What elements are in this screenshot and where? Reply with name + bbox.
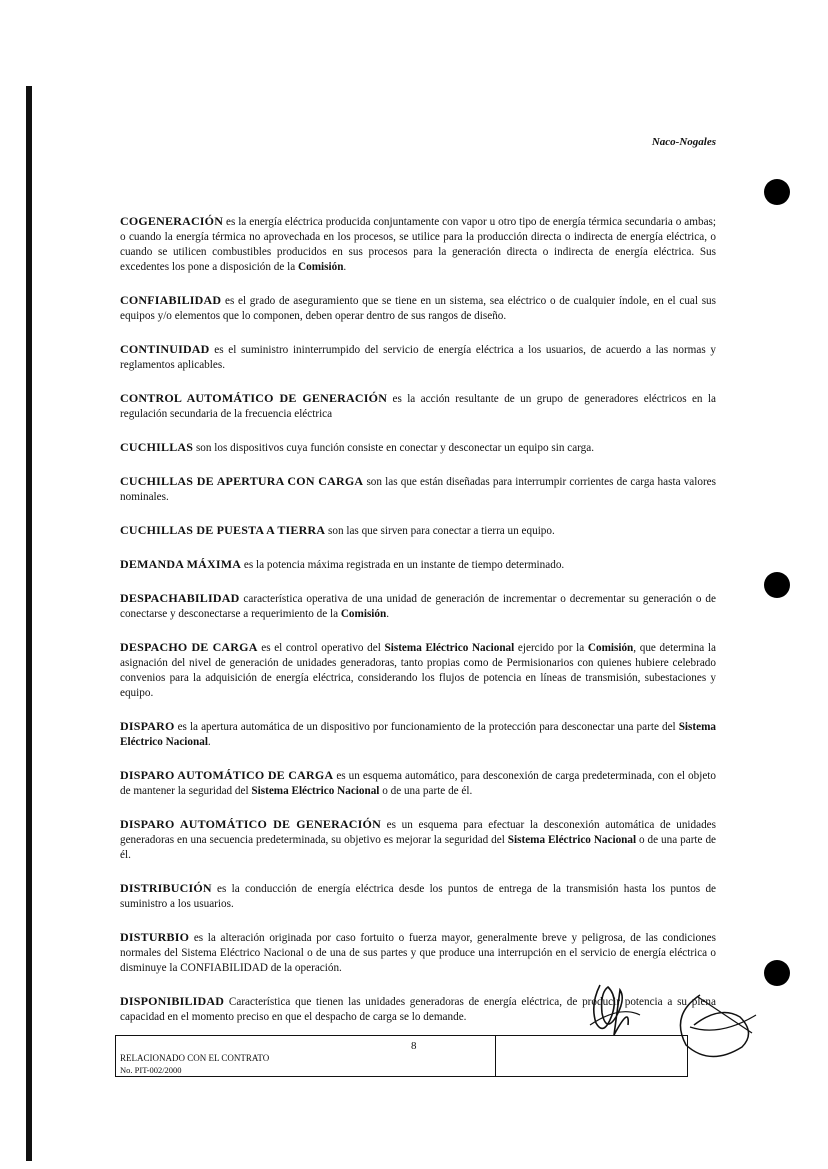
definition-term: CUCHILLAS DE PUESTA A TIERRA [120, 523, 326, 537]
definition-entry [120, 342, 716, 373]
definition-text-segment: Característica que tienen las unidades generadoras de energía eléctrica, de producir potencia a su plena capacidad en el momento preciso en que el despacho de carga se lo demande. [120, 996, 716, 1023]
bold-reference: Sistema Eléctrico Nacional [251, 785, 380, 797]
definition-entry [120, 591, 716, 622]
definition-text-segment: o de una parte de él. [120, 834, 716, 861]
definition-entry [120, 391, 716, 422]
definition-entry [120, 640, 716, 701]
definition-text-segment: característica operativa de una unidad de generación de incrementar o decrementar su generación o de conectarse y desconectarse a requerimiento de la [120, 593, 716, 620]
definition-text-segment: . [207, 736, 211, 748]
definition-term: DISPARO AUTOMÁTICO DE CARGA [120, 768, 334, 782]
definition-text [193, 442, 594, 454]
definition-text-segment: es un esquema automático, para desconexión de carga predeterminada, con el objeto de mantener la seguridad del [120, 770, 717, 797]
definition-entry [120, 719, 716, 750]
definition-text-segment: es la acción resultante de un grupo de generadores eléctricos en la regulación secundaria de la frecuencia eléctrica [120, 393, 717, 420]
definition-entry [120, 817, 716, 863]
definition-text-segment: o de una parte de él. [379, 785, 473, 797]
definition-text-segment: es la alteración originada por caso fortuito o fuerza mayor, generalmente breve y peligrosa, de las condiciones normales del Sistema Eléctrico Nacional o de una de sus partes y que produce una interrupción en el servicio de energía eléctrica o disminuye la CONFIABILIDAD de la operación. [120, 932, 716, 974]
bold-reference: Comisión [298, 261, 344, 273]
bold-reference: Sistema Eléctrico Nacional [384, 642, 515, 654]
definition-entry [120, 474, 716, 505]
definition-text [120, 344, 716, 371]
definition-text-segment: es la energía eléctrica producida conjuntamente con vapor u otro tipo de energía térmica secundaria o ambas; o cuando la energía térmica no aprovechada en los procesos, se utilice para la producción directa o indirecta de energía eléctrica, o cuando se utilicen combustibles producidos en sus procesos para la generación directa o indirecta de energía eléctrica. Sus excedentes los pone a disposición de la [120, 216, 716, 273]
page-number: 8 [411, 1040, 417, 1052]
definition-entry [120, 881, 716, 912]
definition-text [120, 721, 716, 748]
definition-text-segment: es el control operativo del [257, 642, 385, 654]
bold-reference: Comisión [340, 608, 387, 620]
definition-term: DEMANDA MÁXIMA [120, 557, 242, 571]
definition-entry [120, 768, 716, 799]
definition-term: DESPACHO DE CARGA [120, 640, 258, 654]
definition-term: DESPACHABILIDAD [120, 591, 240, 605]
punch-hole-icon [764, 960, 790, 986]
contract-number: No. PIT-002/2000 [120, 1065, 182, 1075]
definition-text-segment: son las que están diseñadas para interrumpir corrientes de carga hasta valores nominales. [120, 476, 717, 503]
definition-text [325, 525, 555, 537]
scan-margin-bar [26, 86, 32, 1161]
definition-term: CONTINUIDAD [120, 342, 210, 356]
definition-text [241, 559, 564, 571]
definition-entry [120, 523, 716, 539]
bold-reference: Sistema Eléctrico Nacional [507, 834, 637, 846]
punch-hole-icon [764, 179, 790, 205]
definition-term: DISPONIBILIDAD [120, 994, 225, 1008]
definition-text-segment: es la conducción de energía eléctrica desde los puntos de entrega de la transmisión hasta los puntos de suministro a los usuarios. [120, 883, 716, 910]
definition-text-segment: son las que sirven para conectar a tierra un equipo. [325, 525, 555, 537]
definition-term: DISPARO AUTOMÁTICO DE GENERACIÓN [120, 817, 381, 831]
definition-text-segment: es la apertura automática de un dispositivo por funcionamiento de la protección para desconectar una parte del [174, 721, 679, 733]
definition-term: CONFIABILIDAD [120, 293, 222, 307]
definition-text [120, 932, 716, 974]
contract-label: RELACIONADO CON EL CONTRATO [120, 1053, 270, 1063]
definition-entry [120, 214, 716, 275]
definition-entry [120, 440, 716, 456]
definition-entry [120, 293, 716, 324]
definitions-list [120, 214, 716, 1043]
definition-entry [120, 557, 716, 573]
bold-reference: Sistema Eléctrico Nacional [120, 721, 716, 748]
bold-reference: Comisión [587, 642, 634, 654]
definition-text-segment: ejercido por la [514, 642, 588, 654]
definition-text-segment: son los dispositivos cuya función consiste en conectar y desconectar un equipo sin carga. [193, 442, 595, 454]
definition-term: DISTRIBUCIÓN [120, 881, 212, 895]
definition-text-segment: es el suministro ininterrumpido del servicio de energía eléctrica a los usuarios, de acuerdo a las normas y reglamentos aplicables. [120, 344, 716, 371]
definition-term: COGENERACIÓN [120, 214, 224, 228]
footer-divider [495, 1036, 496, 1076]
definition-term: CUCHILLAS [120, 440, 194, 454]
definition-text-segment: , que determina la asignación del nivel de generación de unidades generadoras, tanto propias como de Permisionarios con quienes hubiere celebrado convenios para la adquisición de energía eléctrica, considerando los flujos de potencia en líneas de transmisión, subestaciones y equipo. [120, 642, 716, 699]
definition-text-segment: . [343, 261, 347, 273]
definition-term: DISTURBIO [120, 930, 190, 944]
definition-term: DISPARO [120, 719, 175, 733]
definition-entry [120, 930, 716, 976]
definition-term: CUCHILLAS DE APERTURA CON CARGA [120, 474, 364, 488]
definition-text-segment: . [386, 608, 390, 620]
definition-text-segment: es un esquema para efectuar la desconexión automática de unidades generadoras en una secuencia predeterminada, su objetivo es mejorar la seguridad del [120, 819, 716, 846]
signature-icon [570, 975, 760, 1070]
header-note: Naco-Nogales [651, 136, 716, 148]
definition-text-segment: es el grado de aseguramiento que se tiene en un sistema, sea eléctrico o de cualquier índole, en el cual sus equipos y/o elementos que lo componen, deben operar dentro de sus rangos de diseño. [120, 295, 716, 322]
definition-term: CONTROL AUTOMÁTICO DE GENERACIÓN [120, 391, 388, 405]
definition-text-segment: es la potencia máxima registrada en un instante de tiempo determinado. [241, 559, 565, 571]
punch-hole-icon [764, 572, 790, 598]
